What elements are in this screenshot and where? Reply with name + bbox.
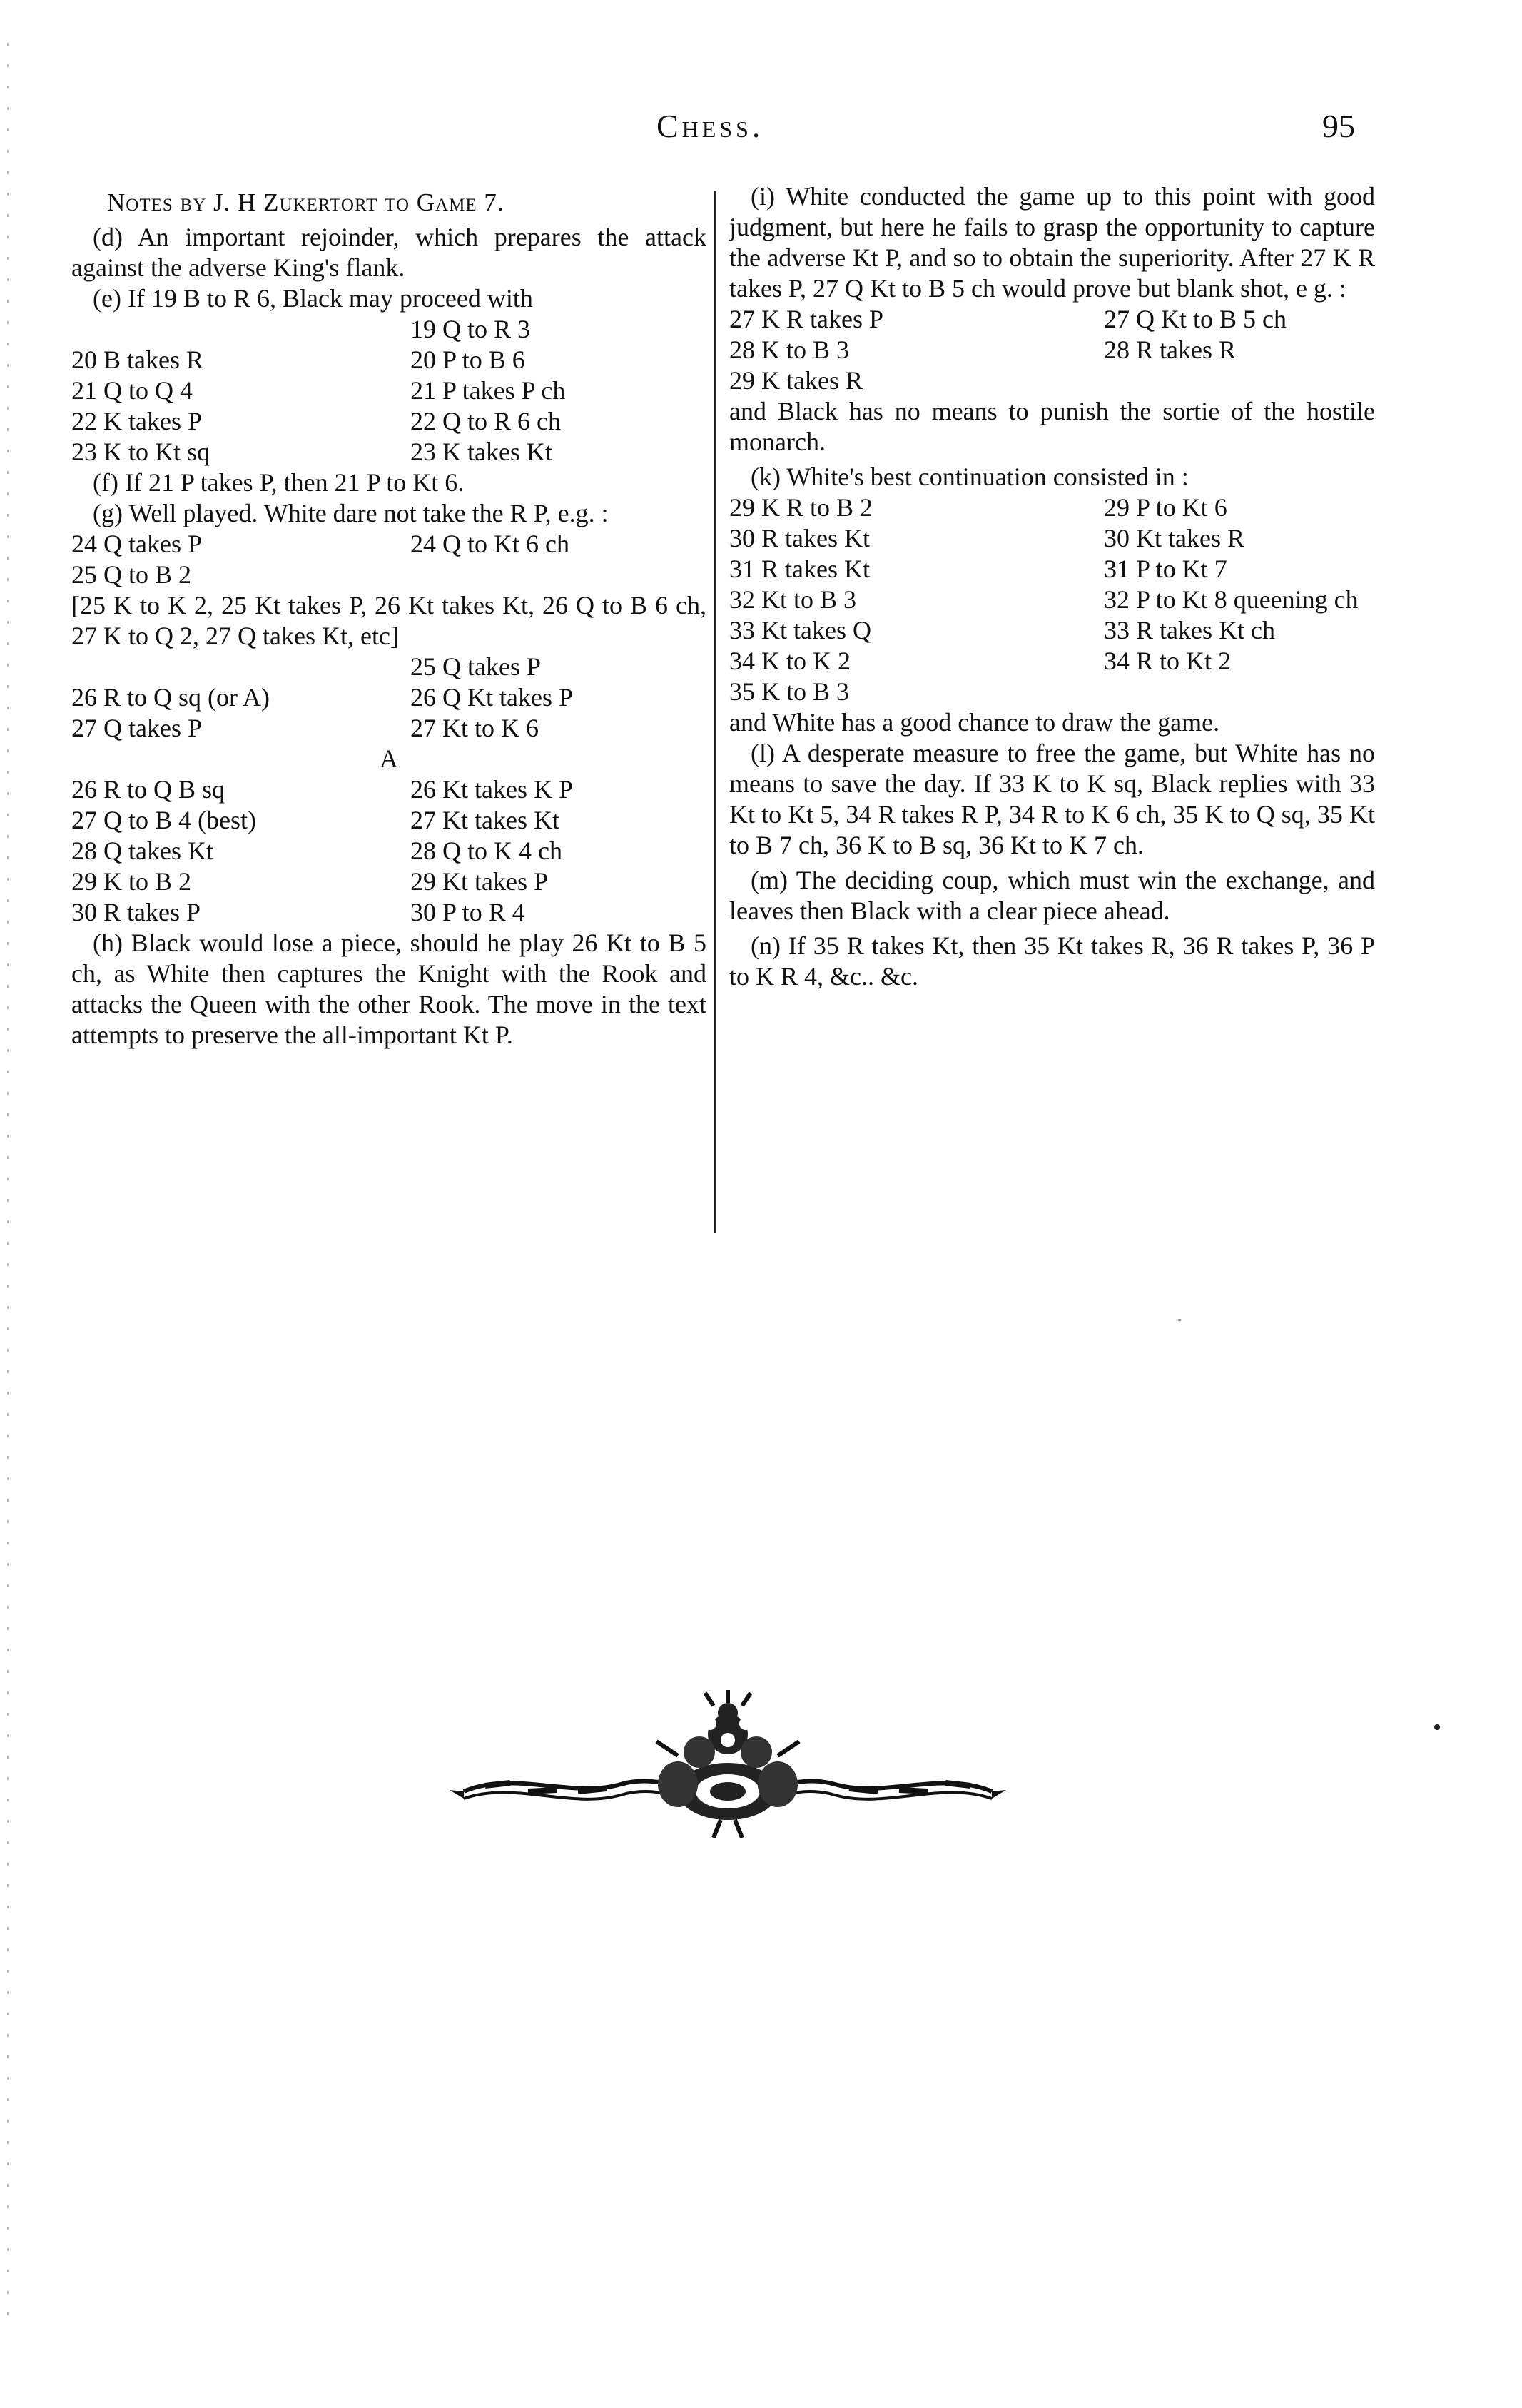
black-move: 19 Q to R 3 [410, 315, 531, 343]
white-move: 28 Q takes Kt [71, 836, 213, 865]
white-move: 32 Kt to B 3 [729, 585, 857, 614]
note-g-bracket: [25 K to K 2, 25 Kt takes P, 26 Kt takes Kt, 26 Q to B 6 ch, 27 K to Q 2, 27 Q takes Kt, etc] [71, 591, 706, 650]
move-row [71, 406, 706, 437]
move-row [71, 897, 706, 928]
white-move: 25 Q to B 2 [71, 560, 192, 589]
move-row [729, 615, 1375, 646]
white-move: 28 K to B 3 [729, 335, 850, 364]
variation-label: A [380, 744, 398, 773]
black-move [1104, 365, 1375, 396]
move-row [71, 345, 706, 375]
note-k: (k) White's best continuation consisted in : [751, 462, 1189, 491]
floral-ornament [442, 1684, 1013, 1848]
move-row [729, 646, 1375, 677]
move-row [729, 335, 1375, 365]
note-h: (h) Black would lose a piece, should he play 26 Kt to B 5 ch, as White then captures the Knight with the Rook and attacks the Queen with the other Rook. The move in the text attempts to preserve the all-important Kt P. [71, 929, 706, 1049]
note-i-end: and Black has no means to punish the sortie of the hostile monarch. [729, 397, 1375, 456]
white-move: 23 K to Kt sq [71, 437, 210, 466]
white-move: 27 Q takes P [71, 714, 202, 742]
moves-g [71, 529, 706, 590]
move-row [71, 866, 706, 897]
move-row [729, 492, 1375, 523]
note-m: (m) The deciding coup, which must win the exchange, and leaves then Black with a clear piece ahead. [729, 866, 1375, 925]
move-row [71, 437, 706, 467]
running-title: Chess. [656, 108, 764, 144]
white-move: 26 R to Q sq (or A) [71, 683, 270, 712]
white-move: 35 K to B 3 [729, 677, 850, 706]
move-row [729, 304, 1375, 335]
black-move: 29 Kt takes P [410, 867, 548, 896]
black-move: 26 Q Kt takes P [410, 683, 573, 712]
black-move: 27 Kt to K 6 [410, 714, 539, 742]
move-row [71, 682, 706, 713]
move-row [71, 713, 706, 744]
column-divider [714, 191, 716, 1233]
black-move: 27 Kt takes Kt [410, 806, 559, 834]
white-move: 22 K takes P [71, 407, 202, 435]
moves-k [729, 492, 1375, 707]
black-move: 34 R to Kt 2 [1104, 647, 1232, 675]
white-move: 34 K to K 2 [729, 647, 851, 675]
page-edge-marks [7, 43, 9, 2327]
note-e: (e) If 19 B to R 6, Black may proceed with [93, 284, 533, 313]
moves-i [729, 304, 1375, 396]
moves-g2 [71, 682, 706, 744]
move-row [71, 529, 706, 560]
right-column [729, 181, 1375, 992]
black-move: 23 K takes Kt [410, 437, 552, 466]
move-row [71, 774, 706, 805]
move-row [71, 560, 706, 590]
white-move: 31 R takes Kt [729, 555, 870, 583]
note-f: (f) If 21 P takes P, then 21 P to Kt 6. [93, 468, 465, 497]
black-move [1104, 677, 1375, 707]
white-move: 20 B takes R [71, 345, 203, 374]
note-d: (d) An important rejoinder, which prepares the attack against the adverse King's flank. [71, 223, 706, 282]
note-k-end: and White has a good chance to draw the game. [729, 708, 1220, 737]
move-row [729, 585, 1375, 615]
black-move [410, 560, 706, 590]
page-number: 95 [1322, 108, 1355, 144]
move-row [729, 523, 1375, 554]
move-row [729, 554, 1375, 585]
black-move: 30 Kt takes R [1104, 524, 1244, 552]
white-move: 30 R takes P [71, 898, 201, 926]
note-g: (g) Well played. White dare not take the R P, e.g. : [93, 499, 609, 527]
moves-a [71, 774, 706, 928]
black-move: 33 R takes Kt ch [1104, 616, 1275, 644]
move-row [729, 365, 1375, 396]
white-move: 29 K R to B 2 [729, 493, 873, 522]
running-header [0, 107, 1522, 150]
white-move: 27 Q to B 4 (best) [71, 806, 256, 834]
move-row [729, 677, 1375, 707]
white-move: 33 Kt takes Q [729, 616, 871, 644]
white-move: 29 K to B 2 [71, 867, 192, 896]
white-move: 30 R takes Kt [729, 524, 870, 552]
black-move: 29 P to Kt 6 [1104, 493, 1227, 522]
white-move: 26 R to Q B sq [71, 775, 225, 804]
white-move: 21 Q to Q 4 [71, 376, 193, 405]
black-move: 21 P takes P ch [410, 376, 566, 405]
black-move: 31 P to Kt 7 [1104, 555, 1227, 583]
black-move: 30 P to R 4 [410, 898, 525, 926]
left-column [71, 187, 706, 1051]
black-move: 26 Kt takes K P [410, 775, 573, 804]
move-row [71, 805, 706, 836]
move-row [71, 836, 706, 866]
black-move: 28 Q to K 4 ch [410, 836, 562, 865]
white-move: 24 Q takes P [71, 530, 202, 558]
move-row [71, 375, 706, 406]
ink-speck [1177, 1319, 1182, 1321]
notes-heading: Notes by J. H Zukertort to Game 7. [107, 188, 504, 216]
move-row [71, 314, 706, 345]
black-move: 25 Q takes P [410, 652, 541, 681]
white-move: 29 K takes R [729, 366, 863, 395]
note-l: (l) A desperate measure to free the game, but White has no means to save the day. If 33 K to K sq, Black replies with 33 Kt to Kt 5, 34 R takes R P, 34 R to K 6 ch, 35 K to Q sq, 35 Kt to B 7 ch, 36 K to B sq, 36 Kt to K 7 ch. [729, 739, 1375, 859]
ink-speck [1434, 1724, 1440, 1730]
black-move: 24 Q to Kt 6 ch [410, 530, 569, 558]
black-move: 27 Q Kt to B 5 ch [1104, 305, 1287, 333]
black-move: 20 P to B 6 [410, 345, 525, 374]
black-move: 22 Q to R 6 ch [410, 407, 561, 435]
black-move: 32 P to Kt 8 queening ch [1104, 585, 1359, 614]
white-move: 27 K R takes P [729, 305, 883, 333]
moves-e [71, 345, 706, 467]
move-row [71, 652, 706, 682]
black-move: 28 R takes R [1104, 335, 1236, 364]
note-n: (n) If 35 R takes Kt, then 35 Kt takes R, 36 R takes P, 36 P to K R 4, &c.. &c. [729, 931, 1375, 991]
note-i: (i) White conducted the game up to this point with good judgment, but here he fails to grasp the opportunity to capture the adverse Kt P, and so to obtain the superiority. After 27 K R takes P, 27 Q Kt to B 5 ch would prove but blank shot, e g. : [729, 182, 1375, 303]
